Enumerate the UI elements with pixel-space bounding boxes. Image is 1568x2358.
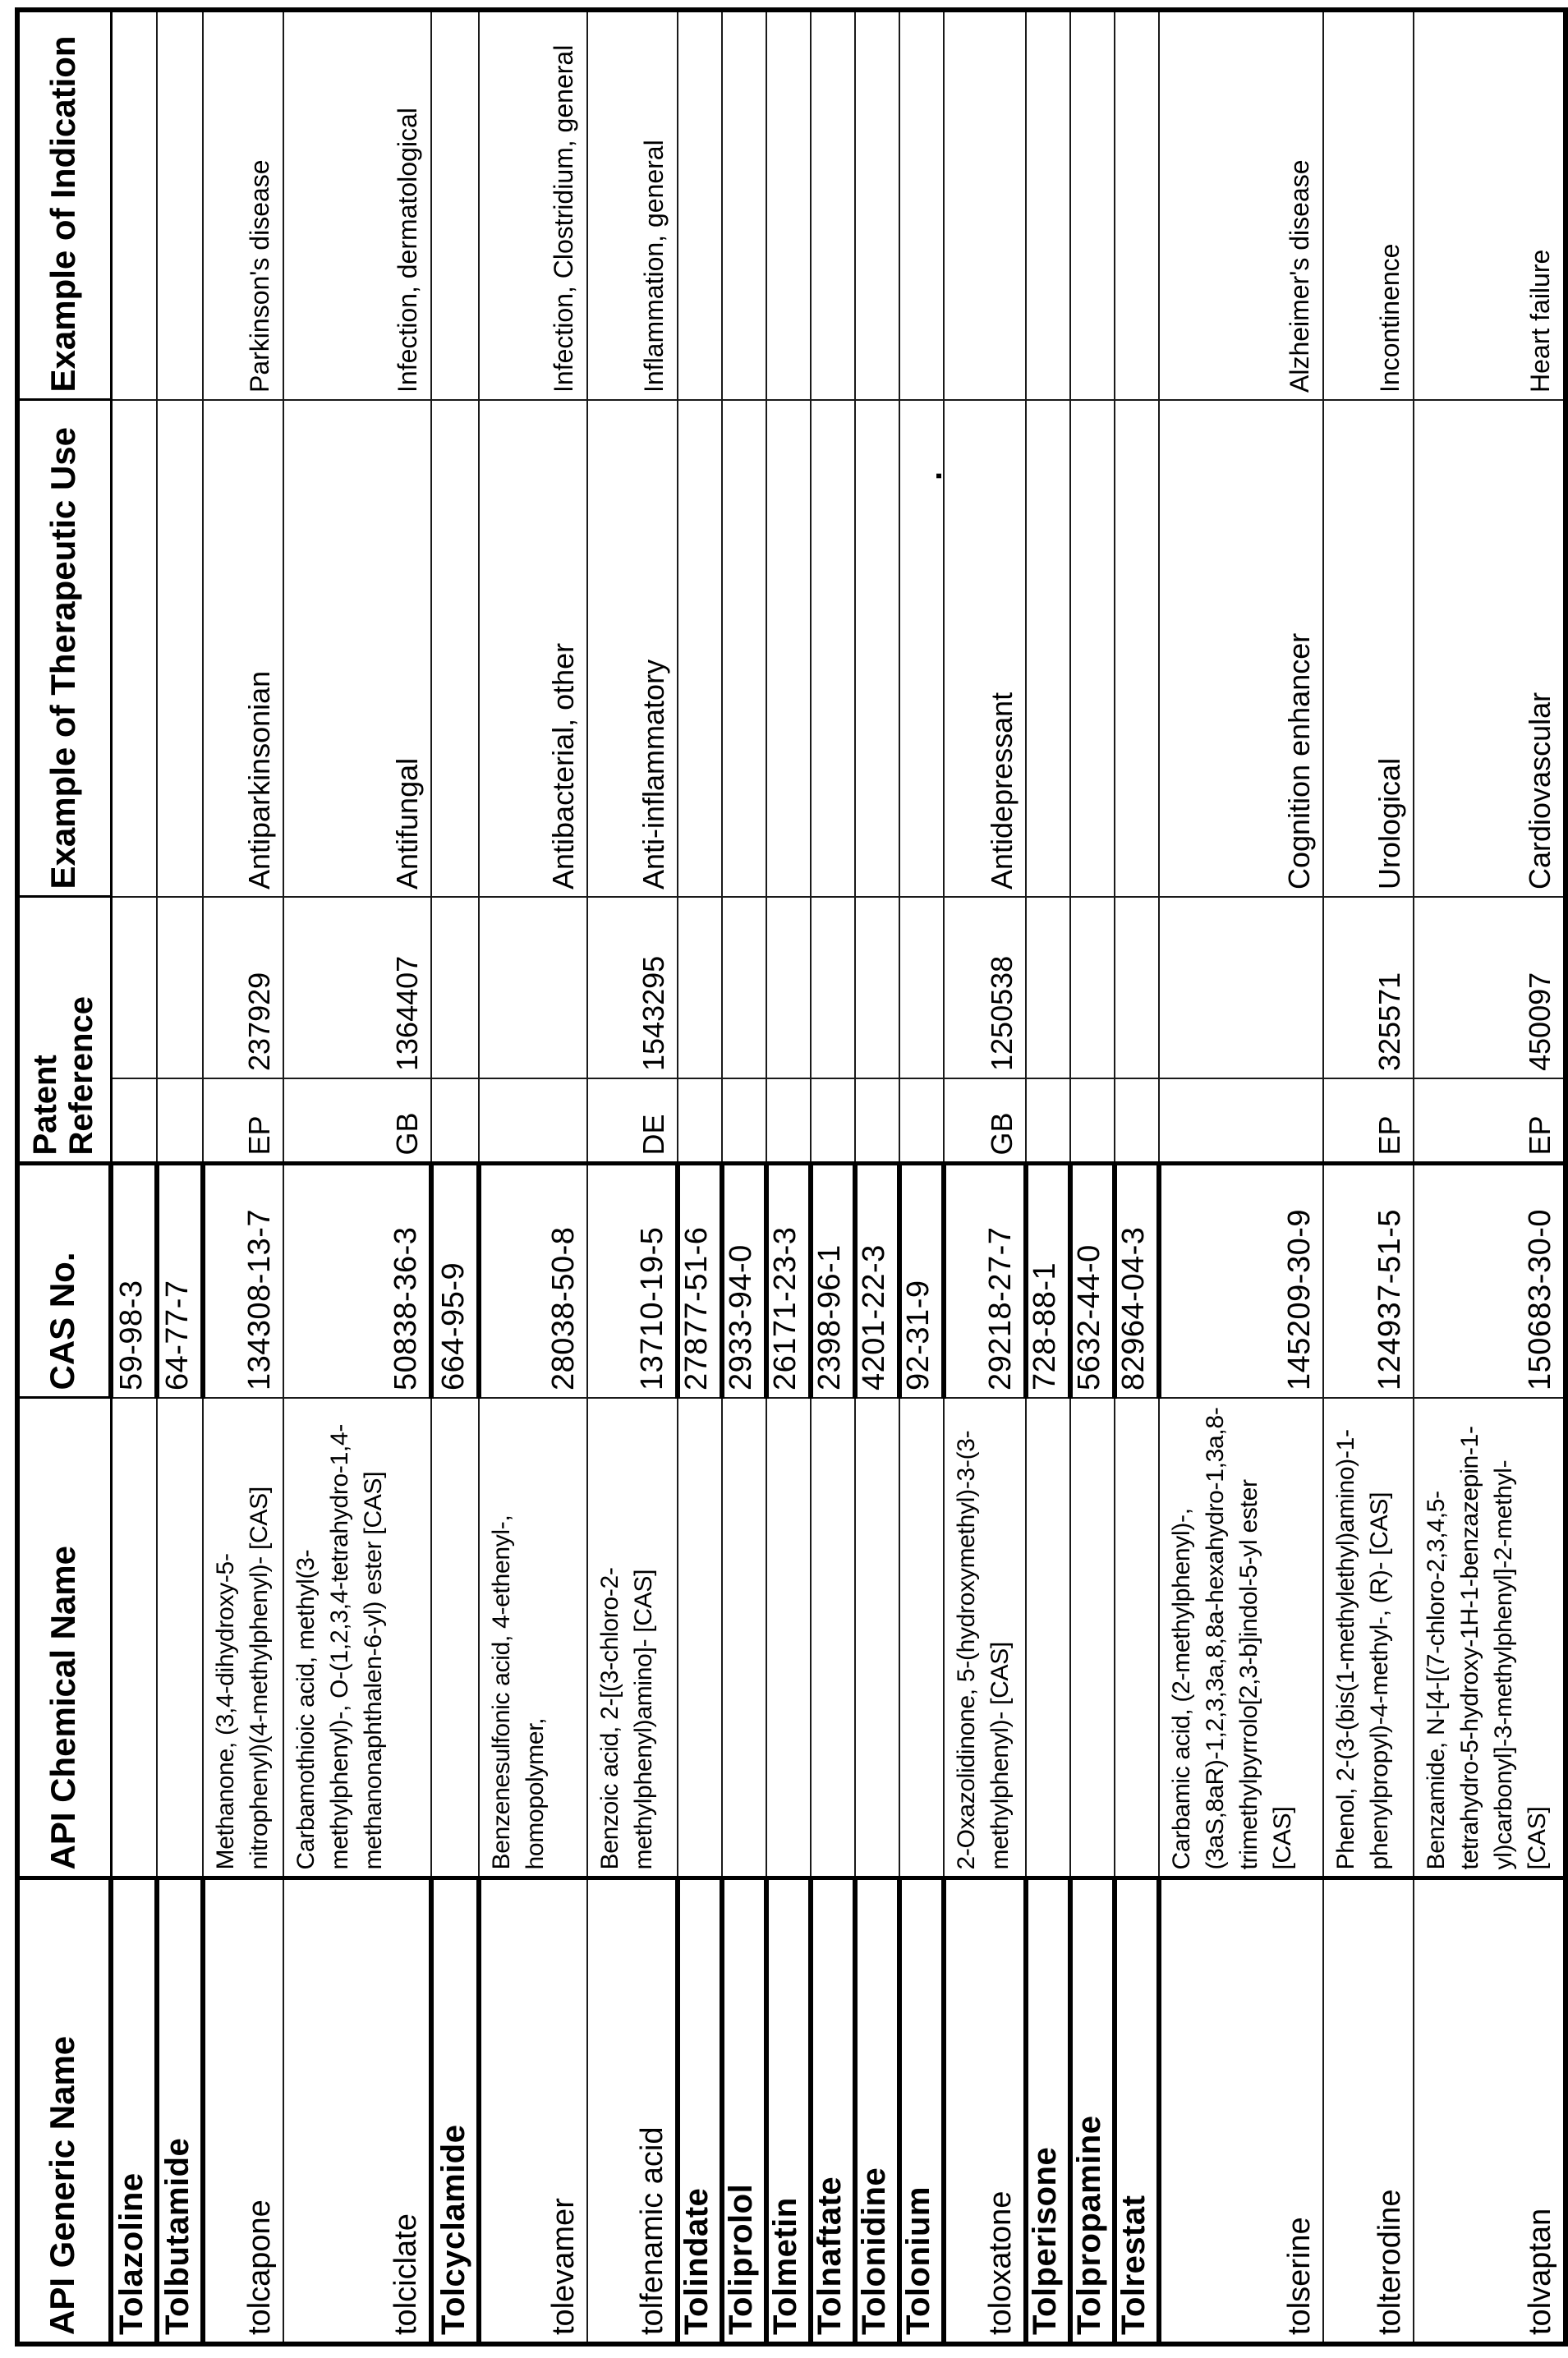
cell-patent-country [899,1078,944,1164]
cell-cas-no: 29218-27-7 [944,1164,1026,1398]
cell-generic-name: toloxatone [944,1878,1026,2344]
cell-cas-no: 664-95-9 [431,1164,479,1398]
table-row-tolperisone [1026,10,1070,2344]
cell-generic-name: tolfenamic acid [587,1878,678,2344]
cell-generic-name: Tolrestat [1115,1878,1159,2344]
cell-chemical-name [1115,1398,1159,1878]
cell-therapeutic-use [722,400,766,897]
cell-cas-no: 64-77-7 [157,1164,203,1398]
cell-indication [811,10,855,400]
cell-therapeutic-use: Cognition enhancer [1159,400,1323,897]
cell-patent-country [722,1078,766,1164]
api-drug-table [15,7,1568,2347]
cell-cas-no: 150683-30-0 [1414,1164,1566,1398]
cell-patent-number: 1364407 [283,897,431,1078]
cell-therapeutic-use: Antiparkinsonian [203,400,283,897]
cell-generic-name: tolcapone [203,1878,283,2344]
cell-generic-name: Toliprolol [722,1878,766,2344]
cell-patent-country [766,1078,811,1164]
table-row-tolevamer [479,10,587,2344]
cell-generic-name: Tolcyclamide [431,1878,479,2344]
cell-generic-name: tolvaptan [1414,1878,1566,2344]
cell-patent-number: 237929 [203,897,283,1078]
cell-patent-country: EP [1323,1078,1414,1164]
column-header-patent-reference: Patent Reference [17,897,111,1164]
cell-patent-country: GB [944,1078,1026,1164]
cell-cas-no: 134308-13-7 [203,1164,283,1398]
cell-patent-country: EP [203,1078,283,1164]
cell-indication: Inflammation, general [587,10,678,400]
cell-therapeutic-use: Cardiovascular [1414,400,1566,897]
cell-patent-number [855,897,899,1078]
cell-indication [431,10,479,400]
cell-indication: Parkinson's disease [203,10,283,400]
table-row-tolcyclamide [431,10,479,2344]
cell-chemical-name [855,1398,899,1878]
cell-chemical-name: Methanone, (3,4-dihydroxy-5- nitrophenyl)(4-methylphenyl)- [CAS] [203,1398,283,1878]
table-row-tolazoline [111,10,157,2344]
cell-patent-number [766,897,811,1078]
cell-patent-country: EP [1414,1078,1566,1164]
cell-therapeutic-use [678,400,722,897]
cell-patent-number [811,897,855,1078]
cell-cas-no: 13710-19-5 [587,1164,678,1398]
table-row-tolfenamic-acid [587,10,678,2344]
cell-chemical-name: Phenol, 2-(3-(bis(1-methylethyl)amino)-1- phenylpropyl)-4-methyl-, (R)- [CAS] [1323,1398,1414,1878]
cell-cas-no: 28038-50-8 [479,1164,587,1398]
cell-patent-number [678,897,722,1078]
cell-therapeutic-use [811,400,855,897]
cell-patent-country: GB [283,1078,431,1164]
cell-cas-no: 26171-23-3 [766,1164,811,1398]
cell-generic-name: Tolindate [678,1878,722,2344]
cell-cas-no: 59-98-3 [111,1164,157,1398]
cell-cas-no: 27877-51-6 [678,1164,722,1398]
cell-indication: Infection, dermatological [283,10,431,400]
cell-generic-name: Tolonidine [855,1878,899,2344]
cell-cas-no: 50838-36-3 [283,1164,431,1398]
cell-chemical-name [811,1398,855,1878]
cell-therapeutic-use [766,400,811,897]
cell-generic-name: Tolonium [899,1878,944,2344]
cell-patent-country [855,1078,899,1164]
cell-patent-country: DE [587,1078,678,1164]
table-row-tolnaftate [811,10,855,2344]
cell-chemical-name: Carbamothioic acid, methyl(3- methylphenyl)-, O-(1,2,3,4-tetrahydro-1,4- methanonaphthalen-6-yl) ester [CAS] [283,1398,431,1878]
cell-patent-number [1070,897,1115,1078]
cell-chemical-name [1070,1398,1115,1878]
cell-patent-number: 325571 [1323,897,1414,1078]
column-header-generic-name: API Generic Name [17,1878,111,2344]
table-row-tolciclate [283,10,431,2344]
cell-generic-name: Tolmetin [766,1878,811,2344]
cell-therapeutic-use: Antibacterial, other [479,400,587,897]
cell-chemical-name [1026,1398,1070,1878]
cell-therapeutic-use [1070,400,1115,897]
cell-patent-country [111,1078,157,1164]
cell-patent-number [479,897,587,1078]
cell-patent-number: 450097 [1414,897,1566,1078]
column-header-chemical-name: API Chemical Name [17,1398,111,1878]
cell-patent-country [1159,1078,1323,1164]
cell-chemical-name [111,1398,157,1878]
table-row-tolrestat [1115,10,1159,2344]
cell-cas-no: 145209-30-9 [1159,1164,1323,1398]
cell-patent-country [678,1078,722,1164]
cell-chemical-name [431,1398,479,1878]
cell-indication [766,10,811,400]
cell-therapeutic-use [1115,400,1159,897]
table-row-tolbutamide [157,10,203,2344]
cell-chemical-name: Carbamic acid, (2-methylphenyl)-, (3aS,8aR)-1,2,3,3a,8,8a-hexahydro-1,3a,8- trimethylpyrrolo[2,3-b]indol-5-yl ester [CAS] [1159,1398,1323,1878]
cell-patent-country [157,1078,203,1164]
cell-therapeutic-use [157,400,203,897]
table-row-tolvaptan [1414,10,1566,2344]
cell-chemical-name [678,1398,722,1878]
cell-patent-number [899,897,944,1078]
cell-patent-country [431,1078,479,1164]
cell-chemical-name [766,1398,811,1878]
table-row-tolonium [899,10,944,2344]
cell-therapeutic-use [111,400,157,897]
cell-cas-no: 4201-22-3 [855,1164,899,1398]
cell-indication [157,10,203,400]
cell-patent-number: 1250538 [944,897,1026,1078]
cell-patent-number [1159,897,1323,1078]
cell-generic-name: Tolazoline [111,1878,157,2344]
cell-patent-number [111,897,157,1078]
cell-therapeutic-use: Antifungal [283,400,431,897]
table-row-tolserine [1159,10,1323,2344]
cell-patent-number [1115,897,1159,1078]
cell-patent-number [1026,897,1070,1078]
table-row-tolindate [678,10,722,2344]
cell-therapeutic-use [855,400,899,897]
cell-chemical-name: Benzoic acid, 2-[(3-chloro-2- methylphenyl)amino]- [CAS] [587,1398,678,1878]
cell-indication [855,10,899,400]
cell-cas-no: 2398-96-1 [811,1164,855,1398]
cell-patent-country [811,1078,855,1164]
api-drug-table-wrapper [15,7,1568,2347]
table-row-tolterodine [1323,10,1414,2344]
cell-therapeutic-use: Anti-inflammatory [587,400,678,897]
cell-chemical-name [899,1398,944,1878]
cell-cas-no: 2933-94-0 [722,1164,766,1398]
cell-cas-no: 82964-04-3 [1115,1164,1159,1398]
cell-indication [1026,10,1070,400]
cell-indication [678,10,722,400]
cell-patent-number: 1543295 [587,897,678,1078]
table-row-tolcapone [203,10,283,2344]
cell-patent-country [1070,1078,1115,1164]
cell-indication [899,10,944,400]
cell-indication [944,10,1026,400]
cell-therapeutic-use: Antidepressant [944,400,1026,897]
cell-patent-country [1026,1078,1070,1164]
cell-indication: Infection, Clostridium, general [479,10,587,400]
cell-generic-name: Tolbutamide [157,1878,203,2344]
cell-patent-number [157,897,203,1078]
cell-generic-name: Tolpropamine [1070,1878,1115,2344]
cell-indication [111,10,157,400]
cell-generic-name: tolterodine [1323,1878,1414,2344]
cell-chemical-name: Benzenesulfonic acid, 4-ethenyl-, homopolymer, [479,1398,587,1878]
cell-cas-no: 124937-51-5 [1323,1164,1414,1398]
scan-artifact-dot: . [913,471,949,480]
cell-chemical-name [722,1398,766,1878]
cell-generic-name: tolciclate [283,1878,431,2344]
cell-patent-number [722,897,766,1078]
cell-indication [722,10,766,400]
column-header-cas-no: CAS No. [17,1164,111,1398]
table-row-tolpropamine [1070,10,1115,2344]
column-header-indication: Example of Indication [17,10,111,400]
table-body [111,10,1566,2344]
cell-patent-country [1115,1078,1159,1164]
cell-chemical-name [157,1398,203,1878]
cell-indication: Incontinence [1323,10,1414,400]
cell-indication: Heart failure [1414,10,1566,400]
cell-chemical-name: Benzamide, N-[4-[(7-chloro-2,3,4,5- tetrahydro-5-hydroxy-1H-1-benzazepin-1- yl)carbonyl]-3-methylphenyl]-2-methyl- [CAS] [1414,1398,1566,1878]
table-row-tolmetin [766,10,811,2344]
cell-therapeutic-use [431,400,479,897]
column-header-therapeutic-use: Example of Therapeutic Use [17,400,111,897]
cell-indication: Alzheimer's disease [1159,10,1323,400]
table-row-toloxatone [944,10,1026,2344]
cell-cas-no: 5632-44-0 [1070,1164,1115,1398]
table-row-tolonidine [855,10,899,2344]
cell-therapeutic-use: Urological [1323,400,1414,897]
table-row-toliprolol [722,10,766,2344]
cell-cas-no: 728-88-1 [1026,1164,1070,1398]
cell-generic-name: Tolperisone [1026,1878,1070,2344]
cell-patent-country [479,1078,587,1164]
cell-chemical-name: 2-Oxazolidinone, 5-(hydroxymethyl)-3-(3- methylphenyl)- [CAS] [944,1398,1026,1878]
cell-patent-number [431,897,479,1078]
cell-indication [1070,10,1115,400]
cell-generic-name: tolserine [1159,1878,1323,2344]
header-row [17,10,111,2344]
cell-indication [1115,10,1159,400]
cell-generic-name: Tolnaftate [811,1878,855,2344]
cell-therapeutic-use [1026,400,1070,897]
cell-generic-name: tolevamer [479,1878,587,2344]
cell-cas-no: 92-31-9 [899,1164,944,1398]
